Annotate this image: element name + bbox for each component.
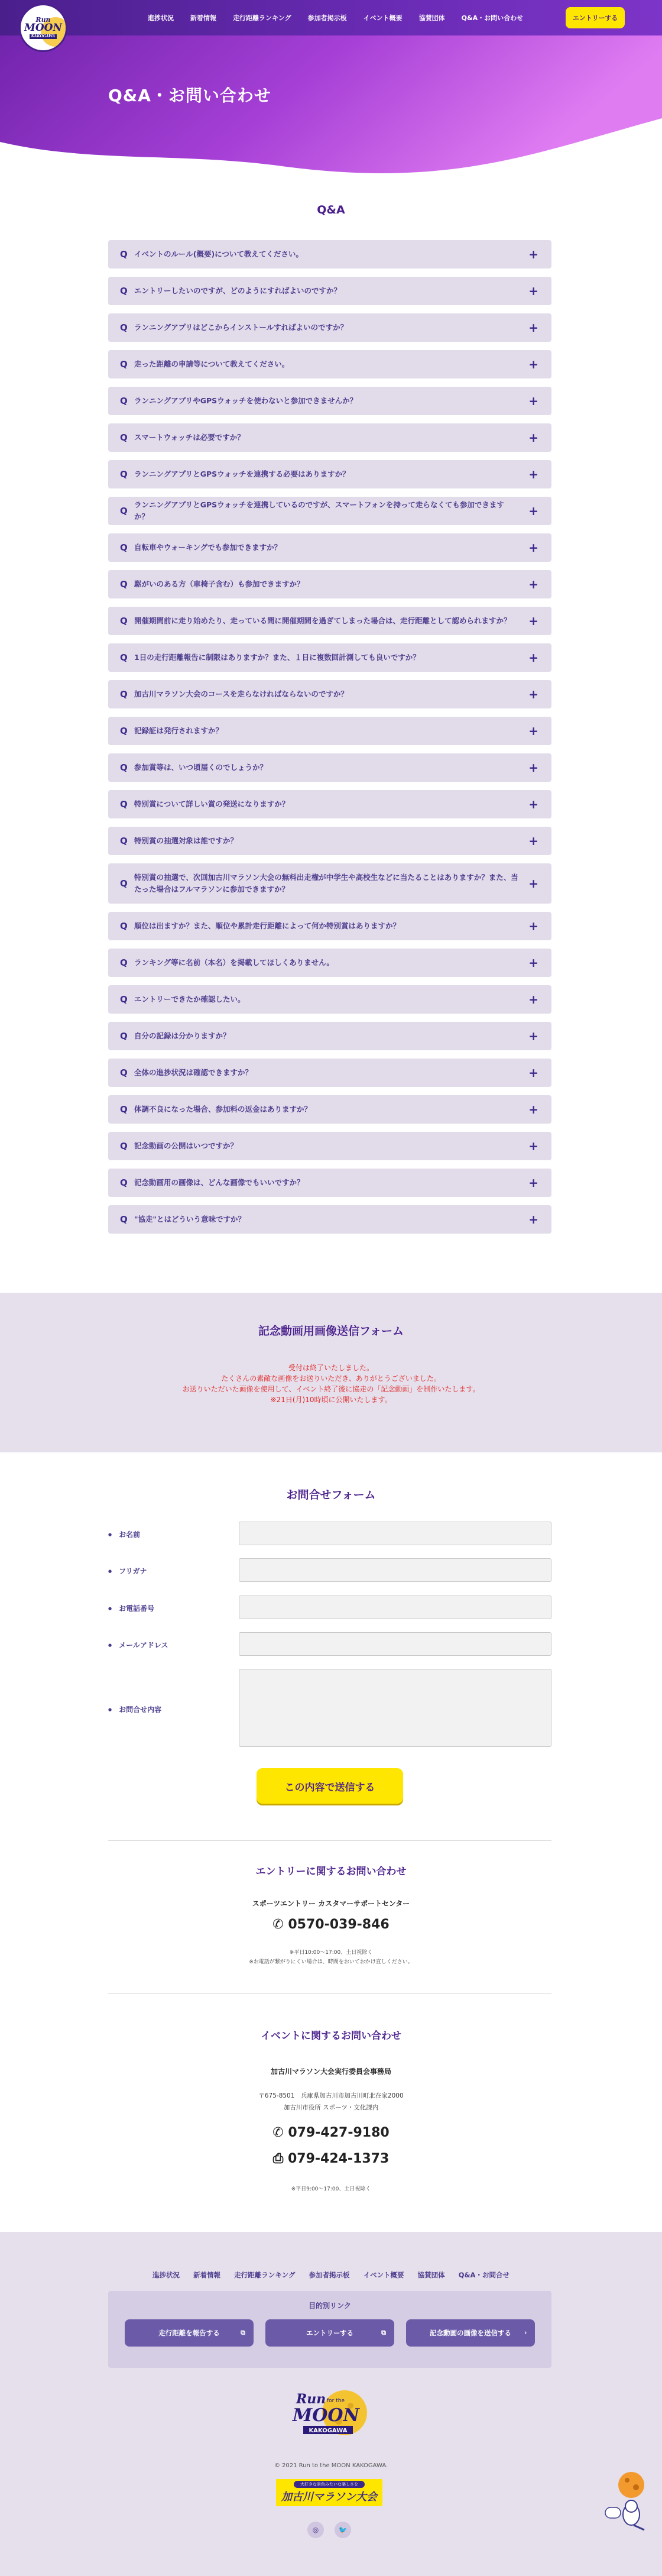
site-logo[interactable]: Run MOON KAKOGAWA bbox=[19, 4, 67, 52]
faq-question: 参加賞等は、いつ頃届くのでしょうか？ bbox=[134, 763, 268, 772]
mascot-icon[interactable] bbox=[603, 2468, 653, 2533]
faq-item[interactable] bbox=[108, 607, 551, 635]
faq-item[interactable] bbox=[108, 350, 551, 378]
plus-icon[interactable]: + bbox=[528, 1029, 538, 1043]
message-textarea[interactable] bbox=[239, 1669, 551, 1747]
plus-icon[interactable]: + bbox=[528, 614, 538, 628]
plus-icon[interactable]: + bbox=[528, 357, 538, 371]
site-footer bbox=[0, 2232, 662, 2576]
event-contact-address2: 加古川市役所 スポーツ・文化課内 bbox=[283, 2104, 379, 2111]
footer-nav bbox=[0, 2268, 662, 2280]
external-link-icon: ⧉ bbox=[381, 2329, 386, 2336]
nav-event[interactable]: イベント概要 bbox=[363, 14, 403, 22]
name-input[interactable] bbox=[239, 1522, 551, 1545]
plus-icon[interactable]: + bbox=[528, 760, 538, 775]
plus-icon[interactable]: + bbox=[528, 1102, 538, 1117]
faq-question: 1日の走行距離報告に制限はありますか？また、１日に複数回計測しても良いですか？ bbox=[134, 653, 420, 662]
nav-qa[interactable]: Q&A・お問い合わせ bbox=[461, 14, 524, 22]
faq-question: ランニングアプリとGPSウォッチを連携する必要はありますか？ bbox=[134, 470, 350, 478]
footer-nav-event[interactable]: イベント概要 bbox=[363, 2271, 404, 2279]
nav-progress[interactable]: 進捗状況 bbox=[148, 14, 174, 22]
event-contact-phone: ✆ 079-427-9180 bbox=[272, 2125, 390, 2140]
faq-question: 加古川マラソン大会のコースを走らなければならないのですか？ bbox=[134, 690, 348, 698]
faq-item[interactable] bbox=[108, 423, 551, 452]
qa-title: Q&A bbox=[317, 203, 345, 216]
faq-question: 自分の記録は分かりますか？ bbox=[134, 1031, 231, 1040]
page-title: Q&A・お問い合わせ bbox=[108, 86, 271, 105]
nav-board[interactable]: 参加者掲示板 bbox=[307, 14, 347, 22]
q-mark: Q bbox=[120, 249, 128, 260]
fax-icon: ⎙ bbox=[272, 2151, 288, 2166]
q-mark: Q bbox=[120, 1141, 128, 1151]
faq-item[interactable] bbox=[108, 313, 551, 342]
q-mark: Q bbox=[120, 957, 128, 968]
nav-sponsors[interactable]: 協賛団体 bbox=[418, 14, 445, 22]
q-mark: Q bbox=[120, 542, 128, 553]
faq-question: ランキング等に名前（本名）を掲載してほしくありません。 bbox=[134, 958, 334, 967]
q-mark: Q bbox=[120, 799, 128, 810]
movie-form-notice-3: お送りいただいた画像を使用して、イベント終了後に協走の「記念動画」を制作いたします。 bbox=[182, 1385, 480, 1393]
q-mark: Q bbox=[120, 1067, 128, 1078]
q-mark: Q bbox=[120, 921, 128, 931]
faq-question: イベントのルール(概要)について教えてください。 bbox=[134, 250, 303, 258]
faq-item[interactable] bbox=[108, 497, 551, 525]
header-entry-button[interactable]: エントリーする bbox=[566, 7, 625, 28]
copyright: © 2021 Run to the MOON KAKOGAWA. bbox=[274, 2462, 388, 2469]
faq-item[interactable] bbox=[108, 460, 551, 488]
nav-ranking[interactable]: 走行距離ランキング bbox=[233, 14, 291, 22]
label-phone: ● お電話番号 bbox=[108, 1603, 154, 1613]
q-mark: Q bbox=[120, 1214, 128, 1225]
sponsor-banner[interactable] bbox=[276, 2479, 382, 2506]
faq-question: 記念動画用の画像は、どんな画像でもいいですか？ bbox=[134, 1178, 304, 1187]
faq-item[interactable] bbox=[108, 1205, 551, 1234]
footer-nav-board[interactable]: 参加者掲示板 bbox=[309, 2271, 350, 2279]
faq-item[interactable] bbox=[108, 985, 551, 1014]
faq-item[interactable] bbox=[108, 753, 551, 782]
plus-icon[interactable]: + bbox=[528, 956, 538, 970]
faq-item[interactable] bbox=[108, 680, 551, 708]
email-input[interactable] bbox=[239, 1632, 551, 1656]
q-mark: Q bbox=[120, 994, 128, 1005]
q-mark: Q bbox=[120, 1177, 128, 1188]
q-mark: Q bbox=[120, 762, 128, 773]
footer-entry-button[interactable]: エントリーする ⧉ bbox=[265, 2319, 394, 2347]
event-contact-fax: ⎙ 079-424-1373 bbox=[272, 2151, 390, 2166]
furigana-input[interactable] bbox=[239, 1558, 551, 1582]
plus-icon[interactable]: + bbox=[528, 1176, 538, 1190]
label-name: ● お名前 bbox=[108, 1529, 140, 1539]
faq-question: 特別賞の抽選対象は誰ですか？ bbox=[134, 836, 238, 845]
q-mark: Q bbox=[120, 506, 128, 516]
plus-icon[interactable]: + bbox=[528, 321, 538, 335]
q-mark: Q bbox=[120, 359, 128, 370]
faq-question: 走った距離の申請等について教えてください。 bbox=[134, 360, 290, 368]
faq-item[interactable] bbox=[108, 1169, 551, 1197]
entry-contact-title: エントリーに関するお問い合わせ bbox=[255, 1866, 407, 1878]
report-distance-button[interactable]: 走行距離を報告する ⧉ bbox=[125, 2319, 254, 2347]
faq-item[interactable] bbox=[108, 277, 551, 305]
sponsor-banner-tagline: 大好きな景色みたいな楽しさを bbox=[294, 2481, 365, 2488]
plus-icon[interactable]: + bbox=[528, 247, 538, 261]
faq-question: ランニングアプリとGPSウォッチを連携しているのですが、スマートフォンを持って走らなくても参加できますか？ bbox=[134, 500, 504, 521]
plus-icon[interactable]: + bbox=[528, 284, 538, 298]
faq-item[interactable] bbox=[108, 1095, 551, 1124]
faq-question: ランニングアプリやGPSウォッチを使わないと参加できませんか？ bbox=[134, 396, 358, 405]
plus-icon[interactable]: + bbox=[528, 1066, 538, 1080]
plus-icon[interactable]: + bbox=[528, 687, 538, 701]
plus-icon[interactable]: + bbox=[528, 1212, 538, 1226]
q-mark: Q bbox=[120, 579, 128, 590]
footer-logo-tofor: for the bbox=[327, 2398, 345, 2404]
q-mark: Q bbox=[120, 726, 128, 736]
faq-item[interactable] bbox=[108, 387, 551, 415]
q-mark: Q bbox=[120, 469, 128, 480]
entry-contact-org: スポーツエントリー カスタマーサポートセンター bbox=[252, 1899, 410, 1908]
q-mark: Q bbox=[120, 396, 128, 406]
faq-question: 開催期間前に走り始めたり、走っている間に開催期間を過ぎてしまった場合は、走行距離として認められますか？ bbox=[134, 616, 511, 625]
nav-news[interactable]: 新着情報 bbox=[190, 14, 216, 22]
faq-item[interactable] bbox=[108, 1059, 551, 1087]
faq-question: 駆がいのある方（車椅子含む）も参加できますか？ bbox=[134, 580, 304, 588]
main-nav bbox=[148, 0, 540, 35]
label-message: ● お問合せ内容 bbox=[108, 1704, 161, 1714]
plus-icon[interactable]: + bbox=[528, 394, 538, 408]
movie-form-notice-4: ※21日(月)10時頃に公開いたします。 bbox=[270, 1396, 392, 1404]
plus-icon[interactable]: + bbox=[528, 541, 538, 555]
phone-icon: ✆ bbox=[272, 1917, 288, 1932]
entry-contact-hours: ※平日10:00〜17:00、土日祝除く bbox=[289, 1950, 373, 1956]
footer-nav-qa[interactable]: Q&A・お問合せ bbox=[458, 2271, 510, 2279]
footer-logo-moon: MOON bbox=[293, 2405, 359, 2426]
divider bbox=[108, 1993, 551, 1994]
faq-question: エントリーしたいのですが、どのようにすればよいのですか？ bbox=[134, 286, 342, 295]
footer-nav-news[interactable]: 新着情報 bbox=[193, 2271, 221, 2279]
label-email: ● メールアドレス bbox=[108, 1640, 168, 1650]
faq-item[interactable] bbox=[108, 570, 551, 598]
faq-question: スマートウォッチは必要ですか？ bbox=[134, 433, 245, 442]
plus-icon[interactable]: + bbox=[528, 504, 538, 518]
faq-item[interactable] bbox=[108, 1132, 551, 1160]
faq-item[interactable] bbox=[108, 949, 551, 977]
q-mark: Q bbox=[120, 1031, 128, 1041]
faq-item[interactable] bbox=[108, 533, 551, 562]
external-link-icon: ⧉ bbox=[241, 2329, 245, 2336]
faq-item[interactable] bbox=[108, 827, 551, 855]
q-mark: Q bbox=[120, 836, 128, 846]
sponsor-banner-title: 加古川マラソン大会 bbox=[281, 2491, 377, 2503]
faq-question: 順位は出ますか？また、順位や累計走行距離によって何か特別賞はありますか？ bbox=[134, 921, 401, 930]
purpose-links bbox=[108, 2291, 551, 2368]
faq-question: 特別賞について詳しい賞の発送になりますか？ bbox=[134, 800, 290, 808]
movie-form-section bbox=[0, 1293, 662, 1452]
send-movie-image-button[interactable]: 記念動画の画像を送信する › bbox=[406, 2319, 535, 2347]
faq-question: 全体の進捗状況は確認できますか？ bbox=[134, 1068, 253, 1077]
submit-button[interactable]: この内容で送信する bbox=[257, 1768, 403, 1804]
faq-item[interactable] bbox=[108, 863, 551, 904]
faq-item[interactable] bbox=[108, 717, 551, 745]
plus-icon[interactable]: + bbox=[528, 651, 538, 665]
plus-icon[interactable]: + bbox=[528, 431, 538, 445]
plus-icon[interactable]: + bbox=[528, 577, 538, 591]
plus-icon[interactable]: + bbox=[528, 1139, 538, 1153]
faq-question: ランニングアプリはどこからインストールすればよいのですか？ bbox=[134, 323, 348, 332]
purpose-links-title: 目的別リンク bbox=[309, 2302, 351, 2310]
label-furigana: ● フリガナ bbox=[108, 1566, 147, 1576]
site-header bbox=[0, 0, 662, 38]
faq-question: 自転車やウォーキングでも参加できますか？ bbox=[134, 543, 282, 552]
faq-item[interactable] bbox=[108, 240, 551, 268]
movie-form-notice-2: たくさんの素敵な画像をお送りいただき、ありがとうございました。 bbox=[221, 1374, 441, 1383]
event-contact-address1: 〒675-8501 兵庫県加古川市加古川町北在家2000 bbox=[258, 2092, 404, 2099]
faq-item[interactable] bbox=[108, 790, 551, 818]
phone-icon: ✆ bbox=[272, 2125, 288, 2140]
q-mark: Q bbox=[120, 878, 128, 889]
plus-icon[interactable]: + bbox=[528, 919, 538, 933]
plus-icon[interactable]: + bbox=[528, 876, 538, 891]
q-mark: Q bbox=[120, 286, 128, 296]
faq-item[interactable] bbox=[108, 643, 551, 672]
faq-question: 記念動画の公開はいつですか？ bbox=[134, 1141, 238, 1150]
faq-question: 特別賞の抽選で、次回加古川マラソン大会の無料出走権が中学生や高校生などに当たることはありますか？また、当たった場合はフルマラソンに参加できますか？ bbox=[134, 873, 518, 894]
q-mark: Q bbox=[120, 616, 128, 626]
plus-icon[interactable]: + bbox=[528, 834, 538, 848]
footer-logo-run: Run bbox=[296, 2391, 326, 2407]
contact-form-title: お問合せフォーム bbox=[286, 1488, 376, 1501]
faq-question: 記録証は発行されますか？ bbox=[134, 726, 223, 735]
plus-icon[interactable]: + bbox=[528, 992, 538, 1007]
q-mark: Q bbox=[120, 322, 128, 333]
footer-nav-ranking[interactable]: 走行距離ランキング bbox=[234, 2271, 296, 2279]
faq-question: "協走"とはどういう意味ですか？ bbox=[134, 1215, 246, 1224]
phone-input[interactable] bbox=[239, 1596, 551, 1619]
plus-icon[interactable]: + bbox=[528, 724, 538, 738]
divider bbox=[108, 1840, 551, 1841]
faq-item[interactable] bbox=[108, 912, 551, 940]
arrow-right-icon: › bbox=[524, 2329, 527, 2336]
q-mark: Q bbox=[120, 1104, 128, 1115]
footer-logo[interactable] bbox=[285, 2384, 374, 2444]
q-mark: Q bbox=[120, 689, 128, 700]
footer-logo-kakogawa: KAKOGAWA bbox=[309, 2428, 348, 2434]
footer-nav-progress[interactable]: 進捗状況 bbox=[152, 2271, 180, 2279]
event-contact-org: 加古川マラソン大会実行委員会事務局 bbox=[270, 2067, 391, 2076]
instagram-icon[interactable]: ◎ bbox=[307, 2522, 324, 2538]
entry-contact-note: ※お電話が繋がりにくい場合は、時間をおいておかけ直しください。 bbox=[249, 1959, 413, 1965]
event-contact-title: イベントに関するお問い合わせ bbox=[261, 2030, 401, 2042]
faq-item[interactable] bbox=[108, 1022, 551, 1050]
faq-question: 体調不良になった場合、参加料の返金はありますか？ bbox=[134, 1105, 312, 1114]
q-mark: Q bbox=[120, 652, 128, 663]
plus-icon[interactable]: + bbox=[528, 797, 538, 811]
plus-icon[interactable]: + bbox=[528, 467, 538, 481]
entry-contact-phone: ✆ 0570-039-846 bbox=[272, 1917, 390, 1932]
movie-form-notice-1: 受付は終了いたしました。 bbox=[288, 1364, 374, 1372]
footer-nav-sponsors[interactable]: 協賛団体 bbox=[417, 2271, 445, 2279]
faq-question: エントリーできたか確認したい。 bbox=[134, 995, 245, 1004]
q-mark: Q bbox=[120, 432, 128, 443]
event-contact-hours: ※平日9:00〜17:00、土日祝除く bbox=[291, 2186, 371, 2192]
twitter-icon[interactable]: 🐦 bbox=[335, 2522, 351, 2538]
movie-form-title: 記念動画用画像送信フォーム bbox=[258, 1325, 404, 1338]
